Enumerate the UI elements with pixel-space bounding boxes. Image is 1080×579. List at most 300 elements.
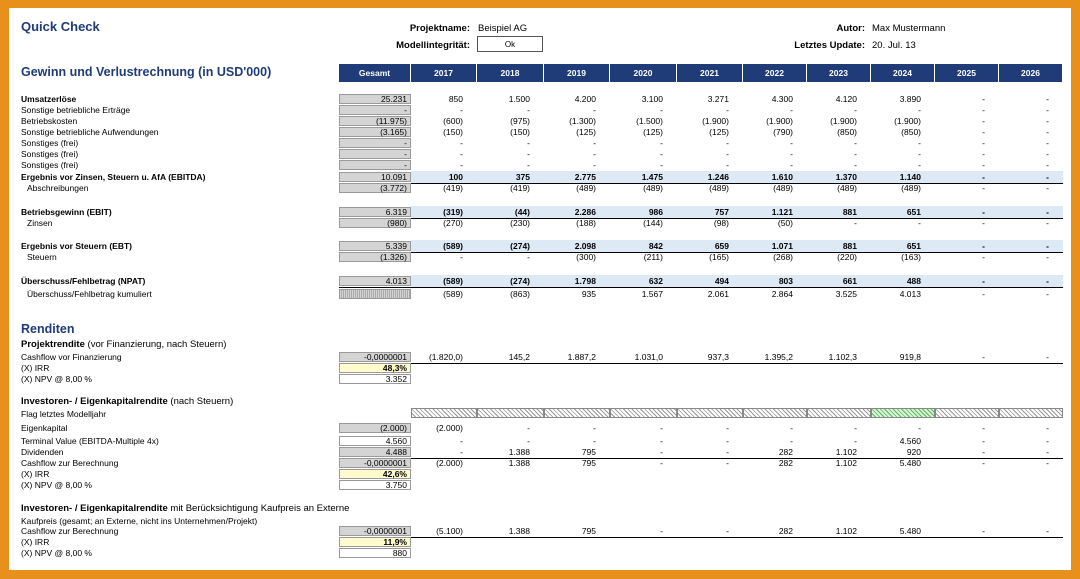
row-total: - xyxy=(339,149,411,159)
investor-cashflow-value: - xyxy=(1046,458,1049,468)
row-value: 1.370 xyxy=(835,172,857,182)
row-label: Überschuss/Fehlbetrag kumuliert xyxy=(27,289,152,299)
column-header-gesamt: Gesamt xyxy=(339,64,411,82)
row-value: (419) xyxy=(443,183,463,193)
dividenden-value: 795 xyxy=(581,447,596,457)
kaufpreis-npv: (X) NPV @ 8,00 % xyxy=(21,548,92,558)
projekt-cashflow-value: 919,8 xyxy=(899,352,921,362)
investor-cashflow-value: 1.388 xyxy=(508,458,530,468)
row-value: 881 xyxy=(842,241,857,251)
row-value: - xyxy=(1046,241,1049,251)
row-label: Sonstige betriebliche Aufwendungen xyxy=(21,127,159,137)
row-value: (863) xyxy=(510,289,530,299)
row-value: - xyxy=(1046,138,1049,148)
row-value: - xyxy=(982,252,985,262)
row-value: - xyxy=(982,241,985,251)
row-value: - xyxy=(660,105,663,115)
row-value: (300) xyxy=(576,252,596,262)
row-value: (1.900) xyxy=(830,116,857,126)
row-value: (150) xyxy=(443,127,463,137)
column-header-year: 2024 xyxy=(871,64,935,82)
projektname-value[interactable]: Beispiel AG xyxy=(478,23,528,34)
row-value: - xyxy=(1046,149,1049,159)
row-value: 4.120 xyxy=(835,94,857,104)
row-value: - xyxy=(982,183,985,193)
projekt-cashflow-value: 1.102,3 xyxy=(828,352,857,362)
row-value: - xyxy=(527,105,530,115)
row-value: (125) xyxy=(576,127,596,137)
row-value: - xyxy=(1046,127,1049,137)
row-value: 494 xyxy=(714,276,729,286)
kaufpreis-cashflow-value: 5.480 xyxy=(899,526,921,536)
column-header-year: 2018 xyxy=(477,64,544,82)
row-total: 25.231 xyxy=(339,94,411,104)
row-value: (850) xyxy=(837,127,857,137)
row-value: - xyxy=(982,105,985,115)
row-value: 986 xyxy=(648,207,663,217)
projekt-cashflow-value: - xyxy=(1046,352,1049,362)
row-value: 1.610 xyxy=(771,172,793,182)
kaufpreis-cashflow-value: 1.388 xyxy=(508,526,530,536)
terminal-value-value: 4.560 xyxy=(899,436,921,446)
row-value: - xyxy=(918,149,921,159)
column-header-year: 2025 xyxy=(935,64,999,82)
dividenden-value: - xyxy=(1046,447,1049,457)
row-value: - xyxy=(982,149,985,159)
row-value: 850 xyxy=(448,94,463,104)
row-value: 632 xyxy=(648,276,663,286)
row-value: - xyxy=(982,160,985,170)
row-value: - xyxy=(460,105,463,115)
row-value: 803 xyxy=(778,276,793,286)
row-value: 1.567 xyxy=(641,289,663,299)
row-value: - xyxy=(1046,94,1049,104)
row-underline xyxy=(339,537,1063,538)
projekt-irr: (X) IRR xyxy=(21,363,50,373)
investor-cashflow-value: 795 xyxy=(581,458,596,468)
row-value: - xyxy=(726,160,729,170)
row-value: 1.071 xyxy=(771,241,793,251)
row-label: Umsatzerlöse xyxy=(21,94,77,104)
row-value: (319) xyxy=(443,207,463,217)
row-total: (980) xyxy=(339,218,411,228)
projekt-irr-total: 48,3% xyxy=(339,363,411,373)
kaufpreis-heading: Investoren- / Eigenkapitalrendite mit Berücksichtigung Kaufpreis an Externe xyxy=(21,503,350,514)
investorenrendite-heading: Investoren- / Eigenkapitalrendite (nach Steuern) xyxy=(21,396,234,407)
investor-cashflow-value: - xyxy=(726,458,729,468)
row-value: - xyxy=(1046,276,1049,286)
dividenden-value: 1.388 xyxy=(508,447,530,457)
row-value: - xyxy=(854,160,857,170)
row-value: - xyxy=(982,116,985,126)
row-value: (270) xyxy=(443,218,463,228)
row-value: - xyxy=(527,160,530,170)
kaufpreis-cashflow: Cashflow zur Berechnung xyxy=(21,526,119,536)
row-value: - xyxy=(593,149,596,159)
investor-npv: (X) NPV @ 8,00 % xyxy=(21,480,92,490)
dividenden-value: - xyxy=(726,447,729,457)
projekt-npv-total: 3.352 xyxy=(339,374,411,384)
row-value: - xyxy=(790,160,793,170)
row-label: Betriebsgewinn (EBIT) xyxy=(21,207,112,217)
flag-cell xyxy=(743,408,807,418)
row-value: 2.098 xyxy=(574,241,596,251)
guv-title: Gewinn und Verlustrechnung (in USD'000) xyxy=(21,65,272,79)
terminal-value-value: - xyxy=(726,436,729,446)
row-label: Sonstige betriebliche Erträge xyxy=(21,105,131,115)
row-value: (98) xyxy=(713,218,729,228)
update-label: Letztes Update: xyxy=(794,40,865,51)
column-header-year: 2017 xyxy=(411,64,477,82)
row-value: - xyxy=(854,138,857,148)
row-value: - xyxy=(527,252,530,262)
row-value: - xyxy=(460,252,463,262)
row-value: (44) xyxy=(514,207,530,217)
row-value: - xyxy=(660,138,663,148)
terminal-value-value: - xyxy=(660,436,663,446)
row-value: (489) xyxy=(709,183,729,193)
app-title: Quick Check xyxy=(21,19,100,34)
row-value: (230) xyxy=(510,218,530,228)
row-total: - xyxy=(339,160,411,170)
row-label: Zinsen xyxy=(27,218,53,228)
row-value: 757 xyxy=(714,207,729,217)
row-value: - xyxy=(1046,218,1049,228)
eigenkapital-value: (2.000) xyxy=(436,423,463,433)
eigenkapital-value: - xyxy=(593,423,596,433)
row-value: - xyxy=(527,149,530,159)
projekt-cashflow-value: 1.887,2 xyxy=(567,352,596,362)
row-value: 651 xyxy=(906,241,921,251)
row-value: 3.271 xyxy=(707,94,729,104)
row-value: - xyxy=(1046,172,1049,182)
row-value: - xyxy=(1046,116,1049,126)
flag-cell xyxy=(871,408,935,418)
row-value: - xyxy=(982,94,985,104)
row-value: - xyxy=(918,105,921,115)
row-value: - xyxy=(790,105,793,115)
kaufpreis-cashflow-value: 282 xyxy=(778,526,793,536)
row-value: (268) xyxy=(773,252,793,262)
kaufpreis-cashflow-value: - xyxy=(660,526,663,536)
kaufpreis-cashflow-total: -0,0000001 xyxy=(339,526,411,536)
row-value: - xyxy=(982,207,985,217)
row-value: - xyxy=(918,160,921,170)
row-value: 2.864 xyxy=(771,289,793,299)
row-value: 659 xyxy=(714,241,729,251)
terminal-value-value: - xyxy=(982,436,985,446)
projekt-cashflow-total: -0,0000001 xyxy=(339,352,411,362)
flag-cell xyxy=(807,408,871,418)
row-value: - xyxy=(1046,183,1049,193)
modellintegritaet-status: Ok xyxy=(477,36,543,52)
row-value: (489) xyxy=(643,183,663,193)
row-value: 651 xyxy=(906,207,921,217)
investor-cashflow-value: 282 xyxy=(778,458,793,468)
eigenkapital-value: - xyxy=(660,423,663,433)
projekt-cashflow-value: - xyxy=(982,352,985,362)
kaufpreis-label: Kaufpreis (gesamt; an Externe, nicht ins Unternehmen/Projekt) xyxy=(21,516,258,526)
flag-cell xyxy=(477,408,544,418)
row-value: 1.798 xyxy=(574,276,596,286)
row-value: - xyxy=(460,138,463,148)
investor-cashflow: Cashflow zur Berechnung xyxy=(21,458,119,468)
row-value: 2.286 xyxy=(574,207,596,217)
row-value: (489) xyxy=(901,183,921,193)
row-value: 488 xyxy=(906,276,921,286)
modellintegritaet-label: Modellintegrität: xyxy=(396,40,470,51)
investor-npv-total: 3.750 xyxy=(339,480,411,490)
row-label: Sonstiges (frei) xyxy=(21,138,79,148)
flag-cell xyxy=(411,408,477,418)
dividenden-total: 4.488 xyxy=(339,447,411,457)
row-total: (3.165) xyxy=(339,127,411,137)
row-total: (1.326) xyxy=(339,252,411,262)
row-value: - xyxy=(593,105,596,115)
projekt-cashflow-value: 1.395,2 xyxy=(764,352,793,362)
row-value: (1.900) xyxy=(766,116,793,126)
kaufpreis-irr-total: 11,9% xyxy=(339,537,411,547)
row-value: (589) xyxy=(443,289,463,299)
row-label: Steuern xyxy=(27,252,57,262)
investor-cashflow-total: -0,0000001 xyxy=(339,458,411,468)
row-value: - xyxy=(982,289,985,299)
row-value: (125) xyxy=(709,127,729,137)
investor-cashflow-value: (2.000) xyxy=(436,458,463,468)
row-value: - xyxy=(982,276,985,286)
row-value: 1.121 xyxy=(771,207,793,217)
row-total: 10.091 xyxy=(339,172,411,182)
row-value: - xyxy=(854,218,857,228)
row-value: (489) xyxy=(773,183,793,193)
projektrendite-heading: Projektrendite (vor Finanzierung, nach Steuern) xyxy=(21,339,227,350)
row-total: - xyxy=(339,138,411,148)
row-underline xyxy=(339,363,1063,364)
row-total xyxy=(339,289,411,299)
projekt-cashflow-value: (1.820,0) xyxy=(428,352,463,362)
row-value: 100 xyxy=(448,172,463,182)
autor-value[interactable]: Max Mustermann xyxy=(872,23,946,34)
terminal-value-value: - xyxy=(790,436,793,446)
row-value: - xyxy=(726,105,729,115)
row-value: - xyxy=(726,138,729,148)
row-value: (1.300) xyxy=(569,116,596,126)
row-value: 3.100 xyxy=(641,94,663,104)
flag-cell xyxy=(999,408,1063,418)
eigenkapital: Eigenkapital xyxy=(21,423,68,433)
row-value: 1.246 xyxy=(707,172,729,182)
row-value: 1.475 xyxy=(641,172,663,182)
row-value: 3.525 xyxy=(835,289,857,299)
autor-label: Autor: xyxy=(836,23,865,34)
row-label: Sonstiges (frei) xyxy=(21,149,79,159)
eigenkapital-value: - xyxy=(982,423,985,433)
kaufpreis-cashflow-value: - xyxy=(1046,526,1049,536)
projektname-label: Projektname: xyxy=(409,23,470,34)
row-value: (589) xyxy=(443,276,463,286)
renditen-title: Renditen xyxy=(21,322,75,336)
row-value: (600) xyxy=(443,116,463,126)
row-value: (489) xyxy=(576,183,596,193)
kaufpreis-cashflow-value: - xyxy=(726,526,729,536)
row-value: 4.013 xyxy=(899,289,921,299)
dividenden-value: - xyxy=(460,447,463,457)
row-value: (150) xyxy=(510,127,530,137)
row-label: Betriebskosten xyxy=(21,116,78,126)
row-value: (1.900) xyxy=(894,116,921,126)
row-value: (975) xyxy=(510,116,530,126)
flag-cell xyxy=(544,408,610,418)
terminal-value-total: 4.560 xyxy=(339,436,411,446)
row-value: 842 xyxy=(648,241,663,251)
terminal-value-value: - xyxy=(854,436,857,446)
row-value: - xyxy=(790,149,793,159)
eigenkapital-total: (2.000) xyxy=(339,423,411,433)
kaufpreis-cashflow-value: 1.102 xyxy=(835,526,857,536)
row-value: 2.061 xyxy=(707,289,729,299)
row-value: - xyxy=(1046,105,1049,115)
dividenden-value: 920 xyxy=(906,447,921,457)
eigenkapital-value: - xyxy=(527,423,530,433)
dividenden-value: - xyxy=(660,447,663,457)
row-value: (1.900) xyxy=(702,116,729,126)
column-header-year: 2023 xyxy=(807,64,871,82)
row-value: (163) xyxy=(901,252,921,262)
row-value: (188) xyxy=(576,218,596,228)
row-value: 661 xyxy=(842,276,857,286)
dividenden-value: - xyxy=(982,447,985,457)
row-value: - xyxy=(460,160,463,170)
row-label: Ergebnis vor Steuern (EBT) xyxy=(21,241,132,251)
kaufpreis-irr: (X) IRR xyxy=(21,537,50,547)
row-value: - xyxy=(790,138,793,148)
row-total: 6.319 xyxy=(339,207,411,217)
row-value: (850) xyxy=(901,127,921,137)
row-value: 3.890 xyxy=(899,94,921,104)
investor-cashflow-value: 5.480 xyxy=(899,458,921,468)
investor-cashflow-value: - xyxy=(982,458,985,468)
column-header-year: 2026 xyxy=(999,64,1063,82)
row-value: (589) xyxy=(443,241,463,251)
kaufpreis-npv-total: 880 xyxy=(339,548,411,558)
eigenkapital-value: - xyxy=(854,423,857,433)
row-value: (211) xyxy=(643,252,663,262)
projekt-cashflow-value: 1.031,0 xyxy=(634,352,663,362)
row-value: - xyxy=(854,105,857,115)
column-header-year: 2022 xyxy=(743,64,807,82)
kaufpreis-cashflow-value: - xyxy=(982,526,985,536)
row-value: - xyxy=(1046,289,1049,299)
row-value: 881 xyxy=(842,207,857,217)
row-value: (790) xyxy=(773,127,793,137)
row-value: 935 xyxy=(581,289,596,299)
row-value: - xyxy=(593,160,596,170)
flag-cell xyxy=(677,408,743,418)
dividenden-value: 1.102 xyxy=(835,447,857,457)
terminal-value-value: - xyxy=(593,436,596,446)
row-value: - xyxy=(1046,252,1049,262)
row-value: 2.775 xyxy=(574,172,596,182)
investor-cashflow-value: 1.102 xyxy=(835,458,857,468)
terminal-value-value: - xyxy=(1046,436,1049,446)
eigenkapital-value: - xyxy=(1046,423,1049,433)
row-value: - xyxy=(1046,207,1049,217)
row-total: 4.013 xyxy=(339,276,411,286)
row-value: - xyxy=(660,160,663,170)
row-value: (220) xyxy=(837,252,857,262)
projekt-npv: (X) NPV @ 8,00 % xyxy=(21,374,92,384)
row-value: 1.140 xyxy=(899,172,921,182)
row-total: (3.772) xyxy=(339,183,411,193)
column-header-year: 2021 xyxy=(677,64,743,82)
row-value: - xyxy=(1046,160,1049,170)
row-label: Ergebnis vor Zinsen, Steuern u. AfA (EBITDA) xyxy=(21,172,206,182)
projekt-cashflow-value: 937,3 xyxy=(707,352,729,362)
row-value: (274) xyxy=(510,276,530,286)
column-header-year: 2019 xyxy=(544,64,610,82)
row-value: (165) xyxy=(709,252,729,262)
terminal-value: Terminal Value (EBITDA-Multiple 4x) xyxy=(21,436,159,446)
kaufpreis-cashflow-value: (5.100) xyxy=(436,526,463,536)
row-total: (11.975) xyxy=(339,116,411,126)
row-value: - xyxy=(918,218,921,228)
eigenkapital-value: - xyxy=(726,423,729,433)
eigenkapital-value: - xyxy=(918,423,921,433)
projekt-cashflow-value: 145,2 xyxy=(508,352,530,362)
investor-irr: (X) IRR xyxy=(21,469,50,479)
row-value: 375 xyxy=(515,172,530,182)
row-total: 5.339 xyxy=(339,241,411,251)
investor-irr-total: 42,6% xyxy=(339,469,411,479)
row-value: - xyxy=(918,138,921,148)
flag-label: Flag letztes Modelljahr xyxy=(21,409,107,419)
row-underline xyxy=(339,287,1063,288)
kaufpreis-cashflow-value: 795 xyxy=(581,526,596,536)
row-value: (50) xyxy=(777,218,793,228)
terminal-value-value: - xyxy=(460,436,463,446)
flag-cell xyxy=(935,408,999,418)
row-label: Sonstiges (frei) xyxy=(21,160,79,170)
update-value[interactable]: 20. Jul. 13 xyxy=(872,40,916,51)
row-value: 1.500 xyxy=(508,94,530,104)
row-value: - xyxy=(982,127,985,137)
row-value: 4.200 xyxy=(574,94,596,104)
dividenden-value: 282 xyxy=(778,447,793,457)
row-value: - xyxy=(660,149,663,159)
row-value: (1.500) xyxy=(636,116,663,126)
row-total: - xyxy=(339,105,411,115)
projekt-cashflow: Cashflow vor Finanzierung xyxy=(21,352,122,362)
column-header-year: 2020 xyxy=(610,64,677,82)
investor-cashflow-value: - xyxy=(660,458,663,468)
terminal-value-value: - xyxy=(527,436,530,446)
row-value: - xyxy=(854,149,857,159)
row-value: - xyxy=(726,149,729,159)
row-value: (489) xyxy=(837,183,857,193)
row-label: Überschuss/Fehlbetrag (NPAT) xyxy=(21,276,146,286)
dividenden: Dividenden xyxy=(21,447,64,457)
row-value: - xyxy=(460,149,463,159)
row-value: (274) xyxy=(510,241,530,251)
row-value: (419) xyxy=(510,183,530,193)
eigenkapital-value: - xyxy=(790,423,793,433)
row-value: - xyxy=(527,138,530,148)
row-value: (144) xyxy=(643,218,663,228)
row-value: - xyxy=(982,138,985,148)
row-value: - xyxy=(593,138,596,148)
flag-cell xyxy=(610,408,677,418)
row-value: 4.300 xyxy=(771,94,793,104)
